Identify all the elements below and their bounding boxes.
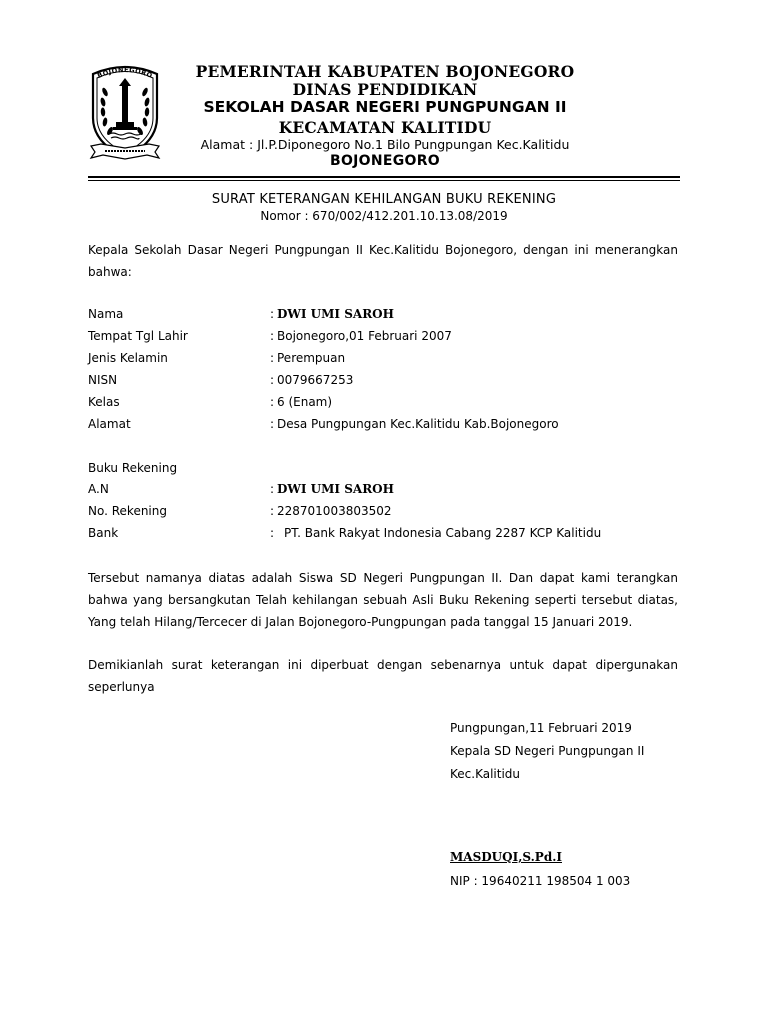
logo-arc-text: BOJONEGORO [96, 65, 154, 80]
field-value: DWI UMI SAROH [277, 307, 394, 321]
field-label: Tempat Tgl Lahir [88, 329, 188, 343]
field-label: Nama [88, 307, 124, 321]
field-row-bank [88, 522, 680, 544]
field-value: Perempuan [277, 351, 346, 365]
field-row-name [88, 303, 680, 325]
field-value: 228701003803502 [277, 504, 392, 518]
statement-paragraph: Tersebut namanya diatas adalah Siswa SD Negeri Pungpungan II. Dan dapat kami terangkan bahwa yang bersangkutan Telah kehilangan sebuah Asli Buku Rekening seperti tersebut diatas, Yang telah Hilang/Tercecer di Jalan Bojonegoro-Pungpungan pada tanggal 15 Januari 2019. [88, 571, 678, 629]
field-row-class [88, 391, 680, 413]
signature-position: Kepala SD Negeri Pungpungan II [450, 744, 645, 758]
field-row-account-number [88, 500, 680, 522]
signature-area: Kec.Kalitidu [450, 767, 521, 781]
letterhead-city: BOJONEGORO [329, 153, 441, 169]
letterhead-department: DINAS PENDIDIKAN [292, 80, 478, 99]
letterhead-divider-thin [88, 180, 680, 181]
field-colon: : [270, 504, 275, 518]
field-label: A.N [88, 482, 109, 496]
field-row-account-holder [88, 478, 680, 500]
field-colon: : [270, 417, 275, 431]
field-label: Kelas [88, 395, 120, 409]
field-colon: : [270, 526, 275, 540]
letter-number: Nomor : 670/002/412.201.10.13.08/2019 [260, 209, 508, 223]
field-label: NISN [88, 373, 118, 387]
letterhead-divider-thick [88, 176, 680, 178]
field-label: No. Rekening [88, 504, 167, 518]
field-row-address [88, 413, 680, 435]
field-value: Desa Pungpungan Kec.Kalitidu Kab.Bojonegoro [277, 417, 559, 431]
intro-paragraph: Kepala Sekolah Dasar Negeri Pungpungan II Kec.Kalitidu Bojonegoro, dengan ini menerangkan bahwa: [88, 243, 678, 279]
letterhead-school-name: SEKOLAH DASAR NEGERI PUNGPUNGAN II [203, 98, 567, 116]
letter-title: SURAT KETERANGAN KEHILANGAN BUKU REKENING [211, 192, 557, 207]
field-colon: : [270, 351, 275, 365]
field-row-birth [88, 325, 680, 347]
letterhead-government: PEMERINTAH KABUPATEN BOJONEGORO [195, 62, 575, 81]
letterhead-district: KECAMATAN KALITIDU [278, 118, 492, 137]
closing-paragraph: Demikianlah surat keterangan ini diperbuat dengan sebenarnya untuk dapat dipergunakan seperlunya [88, 658, 678, 694]
field-value: PT. Bank Rakyat Indonesia Cabang 2287 KCP Kalitidu [284, 526, 602, 540]
field-colon: : [270, 329, 275, 343]
letterhead-address: Alamat : Jl.P.Diponegoro No.1 Bilo Pungpungan Kec.Kalitidu [200, 137, 570, 152]
field-colon: : [270, 373, 275, 387]
field-value: 0079667253 [277, 373, 354, 387]
field-colon: : [270, 395, 275, 409]
field-colon: : [270, 482, 275, 496]
signature-place-date: Pungpungan,11 Februari 2019 [450, 721, 632, 735]
field-value: 6 (Enam) [277, 395, 333, 409]
bojonegoro-regency-logo [85, 62, 165, 166]
field-value: DWI UMI SAROH [277, 482, 394, 496]
field-label: Alamat [88, 417, 131, 431]
field-label: Jenis Kelamin [88, 351, 168, 365]
account-heading-label: Buku Rekening [88, 461, 178, 475]
signatory-nip: NIP : 19640211 198504 1 003 [450, 874, 631, 888]
field-label: Bank [88, 526, 119, 540]
field-row-nisn [88, 369, 680, 391]
field-colon: : [270, 307, 275, 321]
account-heading [88, 457, 680, 479]
field-row-gender [88, 347, 680, 369]
field-value: Bojonegoro,01 Februari 2007 [277, 329, 452, 343]
signatory-name: MASDUQI,S.Pd.I [450, 850, 562, 864]
